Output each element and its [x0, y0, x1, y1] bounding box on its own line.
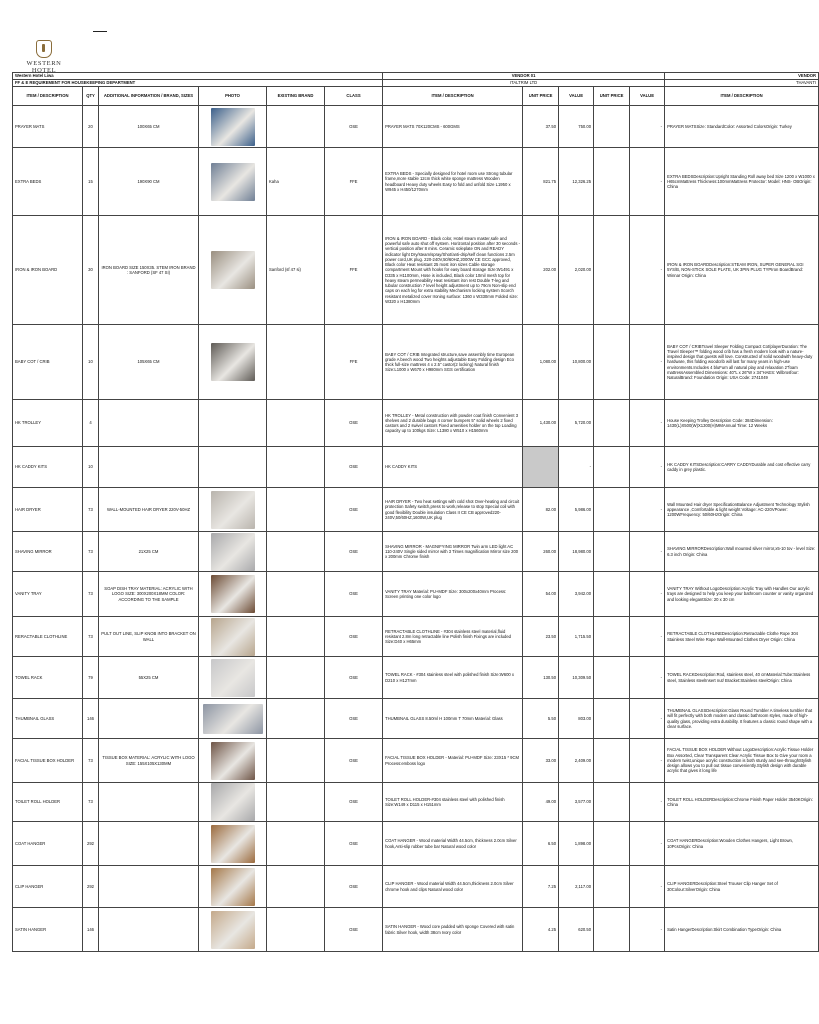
item-info: 55X25 CM — [99, 657, 199, 699]
vendor2-value: - — [630, 400, 665, 447]
vendor1-desc: RETRACTABLE CLOTHLINE - #304 stainless steel material,fluid resistant 2.8m long retractable line Polish finish Fixings are included Size:D40 x H65mm — [383, 617, 523, 657]
item-qty: 146 — [83, 699, 99, 739]
hotel-logo — [14, 40, 74, 74]
vendor1-name: ITALTRIM LTD — [383, 80, 665, 87]
vendor1-desc: COAT HANGER - Wood material Width 44.5cm, thickness 2.0cm Silver hook,Anti-slip rubber tube bar Natural wood color — [383, 822, 523, 866]
vendor2-unit-price — [594, 783, 630, 822]
company-name: Western Hotel Liwa — [13, 73, 383, 80]
col-info: ADDITIONAL INFORMATION / BRAND, SIZES — [99, 87, 199, 106]
item-qty: 73 — [83, 488, 99, 532]
vendor2-value: - — [630, 657, 665, 699]
vendor2-value: - — [630, 532, 665, 572]
item-info: SOAP DISH TRAY MATERIAL: ACRYLIC WITH LOGO SIZE: 300X200X18MM COLOR: ACCORDING TO THE SAMPLE — [99, 572, 199, 617]
vendor2-value: - — [630, 148, 665, 216]
vendor2-unit-price — [594, 325, 630, 400]
item-name: SATIN HANGER — [13, 908, 83, 952]
vendor2-desc: PRAYER MATSSize: StandardColor: Assorted ColorsOrigin: Turkey — [665, 106, 819, 148]
vendor1-unit-price: 33.00 — [523, 739, 559, 783]
vendor2-unit-price — [594, 106, 630, 148]
item-class: OSE — [325, 400, 383, 447]
vendor1-desc: SHAVING MIRROR - MAGNIFYING MIRROR Twin arm LED light AC 110-240V Single sided mirror with 3 Times magnification Mirror size 200 x 200mm Chrome finish — [383, 532, 523, 572]
col-class: CLASS — [325, 87, 383, 106]
item-info — [99, 400, 199, 447]
vendor1-value: 18,980.00 — [559, 532, 594, 572]
item-photo — [199, 400, 267, 447]
col-v2-unit: UNIT PRICE — [594, 87, 630, 106]
table-row — [13, 739, 819, 783]
item-class: OSE — [325, 783, 383, 822]
table-row — [13, 657, 819, 699]
item-photo — [199, 617, 267, 657]
product-photo — [211, 108, 255, 146]
vendor1-unit-price: 821.75 — [523, 148, 559, 216]
table-row — [13, 617, 819, 657]
vendor1-unit-price: 130.50 — [523, 657, 559, 699]
column-header-row — [13, 87, 819, 106]
vendor1-unit-price: 1,430.00 — [523, 400, 559, 447]
item-photo — [199, 325, 267, 400]
vendor2-unit-price — [594, 822, 630, 866]
item-photo — [199, 699, 267, 739]
table-row — [13, 400, 819, 447]
col-v1-desc: ITEM / DESCRIPTION — [383, 87, 523, 106]
vendor1-unit-price: 260.00 — [523, 532, 559, 572]
item-class: OSE — [325, 617, 383, 657]
vendor1-desc: IRON & IRON BOARD - Black color, Hotel steam master,safe and powerful safe auto shut off system. Horizontal position after 30 seconds -vertical position after 8 mins. Ceramic soleplate ON and READY indicator light Dry/steam/spray/Shot/anti-drip/self clean functions 2.5m power cord,UK plug. 220-240V,50/60HZ,2000W CE GCC approved, Black color Heat resistant 25 most iron sizes Cable storage compartment Mount with hooks for easy board storage Size:W1491 x D335 x H1100mm, Hose is included, Black color 10mil mesh top for heavy steam permeability Heat resistant iron rest Double T-leg and tubular construction 7 level height adjustment up to 79cm Non-slip end caps on each leg for extra stability Mechanism locking system Scorch resistant metalized cover Ironing surface: 1360 x W330mm Folded size: W320 x H1380mm — [383, 216, 523, 325]
table-row — [13, 325, 819, 400]
vendor2-desc: IRON & IRON BOARDDescription:STEAM IRON, SUPER GENERAL SGI 5YS/B, NON-STICK SOLE PLATE, UK 3PIN PLUG TYPIron BoardBrand: Winnar Origin: China — [665, 216, 819, 325]
item-name: HK CADDY KITS — [13, 447, 83, 488]
vendor2-unit-price — [594, 216, 630, 325]
product-photo — [211, 659, 255, 697]
vendor2-value: - — [630, 783, 665, 822]
item-info — [99, 908, 199, 952]
item-class: OSE — [325, 822, 383, 866]
vendor1-desc: HK CADDY KITS — [383, 447, 523, 488]
existing-brand — [267, 447, 325, 488]
vendor2-value: - — [630, 617, 665, 657]
existing-brand — [267, 739, 325, 783]
item-qty: 30 — [83, 216, 99, 325]
existing-brand: Sanford (sf 47 si) — [267, 216, 325, 325]
requirement-table — [12, 72, 819, 952]
vendor2-desc: HK CADDY KITSDescription:CARRY CADDYDurable and cost effective carry caddy in grey plastic. — [665, 447, 819, 488]
vendor1-desc: HK TROLLEY - Metal construction with powder coat finish Convenient 3 shelves and 2 durable bags 4 corner bumpers 5" solid wheels 2 fixed castors and 2 swivel castors Fixed amenities holder on the top Loading capacity up to 100kgs Size: L1380 x W510 x H1560mm — [383, 400, 523, 447]
vendor2-desc: RETRACTABLE CLOTHLINEDescription:Retractable Clothe Rope 304 Stainless Steel Wire Rope Wall-Mounted Clothes Dryer Origin: China — [665, 617, 819, 657]
product-photo — [211, 251, 255, 289]
item-class: OSE — [325, 572, 383, 617]
table-row — [13, 148, 819, 216]
vendor2-desc: TOWEL RACKDescription:Rod, stainless steel, 40 cmMaterial:Tube:Stainless steel, Stainless steelInsert nut/ Bracket:Stainless steelOrigin: China — [665, 657, 819, 699]
vendor1-desc: VANITY TRAY Material: PU+MDF Size: 300x200x40mm Process: Screen printing one color logo — [383, 572, 523, 617]
item-name: IRON & IRON BOARD — [13, 216, 83, 325]
item-photo — [199, 657, 267, 699]
item-name: HK TROLLEY — [13, 400, 83, 447]
item-info: PULT OUT LINE, SLIP KNOB INTO BRACKET ON WALL — [99, 617, 199, 657]
item-qty: 79 — [83, 657, 99, 699]
vendor1-desc: THUMBNAIL GLASS 8.50ml H 100mm T 70mm Material: Glass — [383, 699, 523, 739]
item-photo — [199, 447, 267, 488]
vendor2-desc: THUMBNAIL GLASSDescription:Glass Round Tumbler A timeless tumbler that will fit perfectly with both modern and classic bathroom styles, made of high-quality glass, providing extra durability. It features a classic round shape with a clear surface. — [665, 699, 819, 739]
vendor1-unit-price: 5.50 — [523, 699, 559, 739]
item-qty: 4 — [83, 400, 99, 447]
vendor1-desc: CLIP HANGER - Wood material Width 44.5cm,thickness 2.0cm Silver chrome hook and clips Natural wood color — [383, 866, 523, 908]
vendor2-value: - — [630, 822, 665, 866]
vendor1-value: 5,986.00 — [559, 488, 594, 532]
item-qty: 15 — [83, 148, 99, 216]
product-photo — [211, 783, 255, 821]
existing-brand — [267, 866, 325, 908]
item-name: PRAYER MATS — [13, 106, 83, 148]
vendor2-unit-price — [594, 572, 630, 617]
vendor2-value: - — [630, 447, 665, 488]
existing-brand — [267, 657, 325, 699]
item-qty: 73 — [83, 617, 99, 657]
item-info: WALL-MOUNTED HAIR DRYER 220V-50HZ — [99, 488, 199, 532]
vendor1-unit-price: 6.50 — [523, 822, 559, 866]
existing-brand — [267, 325, 325, 400]
vendor1-value: 5,720.00 — [559, 400, 594, 447]
col-v2-desc: ITEM / DESCRIPTION — [665, 87, 819, 106]
vendor2-desc: Wall Mounted Hair dryer SpecificationBalance Adjustment Technology Stylish appearance ,Comfortable & light weight Voltage: AC-220VPower: 1200WFrequency: 50/60HzOrigin: China — [665, 488, 819, 532]
vendor1-desc: SATIN HANGER - Wood core padded with sponge Covered with satin fabric Silver hook, width 38cm Ivory color — [383, 908, 523, 952]
item-class: OSE — [325, 488, 383, 532]
item-photo — [199, 866, 267, 908]
table-row — [13, 822, 819, 866]
col-v1-unit: UNIT PRICE — [523, 87, 559, 106]
item-name: RERACTABLE CLOTHLINE — [13, 617, 83, 657]
vendor2-unit-price — [594, 488, 630, 532]
table-row — [13, 447, 819, 488]
table-row — [13, 572, 819, 617]
header-row-company — [13, 73, 819, 80]
vendor1-desc: TOWEL RACK - #304 stainless steel with polished finish Size:W600 x D210 x H127mm — [383, 657, 523, 699]
vendor1-value: 2,020.00 — [559, 216, 594, 325]
item-info — [99, 699, 199, 739]
product-photo — [211, 825, 255, 863]
product-photo — [211, 911, 255, 949]
vendor2-value: - — [630, 325, 665, 400]
vendor1-desc: FACIAL TISSUE BOX HOLDER - Material: PU+MDF Size: 23X15 * 9CM Process:emboss logo — [383, 739, 523, 783]
item-photo — [199, 783, 267, 822]
logo-text: WESTERN HOTEL — [26, 60, 62, 74]
existing-brand — [267, 822, 325, 866]
vendor1-value: 2,117.00 — [559, 866, 594, 908]
table-row — [13, 699, 819, 739]
item-class: OSE — [325, 739, 383, 783]
vendor1-desc: HAIR DRYER - Two heat settings with cold shot Over-heating and circuit protection Safety switch,press to work,release to stop Special coil with good flexibility Double insulation Class II CE CB approved220-240V,50/60HZ,1600W,UK plug — [383, 488, 523, 532]
item-qty: 10 — [83, 447, 99, 488]
item-name: CLIP HANGER — [13, 866, 83, 908]
vendor2-value: - — [630, 866, 665, 908]
table-row — [13, 532, 819, 572]
vendor1-label: VENDOR 01 — [383, 73, 665, 80]
vendor1-value: - — [559, 447, 594, 488]
vendor2-value: - — [630, 699, 665, 739]
existing-brand — [267, 106, 325, 148]
vendor2-value: - — [630, 488, 665, 532]
vendor1-value: 3,942.00 — [559, 572, 594, 617]
item-name: COAT HANGER — [13, 822, 83, 866]
vendor1-value: 803.00 — [559, 699, 594, 739]
item-name: BABY COT / CRIB — [13, 325, 83, 400]
item-qty: 10 — [83, 325, 99, 400]
vendor2-value: - — [630, 216, 665, 325]
item-info: 100X65 CM — [99, 106, 199, 148]
vendor2-desc: FACIAL TISSUE BOX HOLDER Without LogoDescription:Acrylic Tissue Holder Box Assorted, Clear Transparent Clear Acrylic Tissue Box to Give your room a modern twist,unique acrylic construction is both sturdy and see-throughStylish design allows you to pull out tissue conveniently.Stylish design with durable acrylic that gives it long life — [665, 739, 819, 783]
item-class: OSE — [325, 657, 383, 699]
vendor2-label: VENDOR — [665, 73, 819, 80]
vendor2-unit-price — [594, 866, 630, 908]
vendor2-value: - — [630, 106, 665, 148]
product-photo — [211, 868, 255, 906]
item-class: OSE — [325, 532, 383, 572]
item-class: FFE — [325, 148, 383, 216]
vendor2-desc: COAT HANGERDescription:Wooden Clothes Hangers, Light Brown, 10PcsOrigin: China — [665, 822, 819, 866]
existing-brand — [267, 699, 325, 739]
item-name: FACIAL TISSUE BOX HOLDER — [13, 739, 83, 783]
col-item: ITEM / DESCRIPTION — [13, 87, 83, 106]
item-photo — [199, 572, 267, 617]
vendor1-desc: BABY COT / CRIB Integrated structure,save assembly time European grade A beech wood Two heights adjustable Easy Folding design Eco thick full-size mattress 4 x 2.5" castor(2 locking) Natural finish Size:L1000 x W670 x H980mm SGS certification — [383, 325, 523, 400]
item-qty: 146 — [83, 908, 99, 952]
existing-brand — [267, 488, 325, 532]
item-info — [99, 447, 199, 488]
item-class: OSE — [325, 699, 383, 739]
vendor2-unit-price — [594, 148, 630, 216]
item-name: EXTRA BEDS — [13, 148, 83, 216]
vendor1-value: 2,409.00 — [559, 739, 594, 783]
vendor1-value: 750.00 — [559, 106, 594, 148]
vendor1-unit-price: 202.00 — [523, 216, 559, 325]
vendor1-value: 12,326.25 — [559, 148, 594, 216]
vendor2-unit-price — [594, 447, 630, 488]
item-qty: 292 — [83, 866, 99, 908]
col-photo: PHOTO — [199, 87, 267, 106]
col-brand: EXISTING BRAND — [267, 87, 325, 106]
vendor1-value: 620.50 — [559, 908, 594, 952]
item-photo — [199, 739, 267, 783]
vendor1-desc: EXTRA BEDS - Specially designed for hotel room use Strong tubular frame,more stable 12cm thick white sponge mattress Wooden headboard Heavy duty wheels Easy to fold and unfold Size L1950 x W945 x H450/1270mm — [383, 148, 523, 216]
item-name: TOILET ROLL HOLDER — [13, 783, 83, 822]
vendor2-desc: EXTRA BEDSDescription:Upright Standing Roll away bed Size 1200 x W1000 x H65cmMattress Thickness:100mmMattress Protector: Model: HNS- OBOrigin: China — [665, 148, 819, 216]
product-photo — [203, 704, 263, 734]
vendor2-unit-price — [594, 400, 630, 447]
vendor2-desc: House Keeping Trolley Description Code: 384Dimension: 1430(L)X500(W)X1300(H)MMAnnual Time: 12 Weeks — [665, 400, 819, 447]
item-name: SHAVING MIRROR — [13, 532, 83, 572]
vendor2-desc: Satin HangerDescription:Skirt Combination TypeOrigin: China — [665, 908, 819, 952]
product-photo — [211, 491, 255, 529]
existing-brand — [267, 783, 325, 822]
vendor1-unit-price: 54.00 — [523, 572, 559, 617]
vendor1-unit-price: 4.25 — [523, 908, 559, 952]
col-v1-value: VALUE — [559, 87, 594, 106]
header-dash — [93, 31, 107, 32]
existing-brand — [267, 908, 325, 952]
item-name: THUMBNAIL GLASS — [13, 699, 83, 739]
item-class: OSE — [325, 106, 383, 148]
existing-brand — [267, 400, 325, 447]
item-qty: 292 — [83, 822, 99, 866]
item-info — [99, 783, 199, 822]
vendor1-value: 10,309.50 — [559, 657, 594, 699]
item-class: FFE — [325, 325, 383, 400]
item-qty: 73 — [83, 572, 99, 617]
vendor1-unit-price: 49.00 — [523, 783, 559, 822]
item-info: 190X90 CM — [99, 148, 199, 216]
item-qty: 73 — [83, 532, 99, 572]
item-class: OSE — [325, 866, 383, 908]
item-info: 21X25 CM — [99, 532, 199, 572]
item-photo — [199, 488, 267, 532]
item-photo — [199, 532, 267, 572]
item-info — [99, 822, 199, 866]
item-name: VANITY TRAY — [13, 572, 83, 617]
item-info: IRON BOARD SIZE 150X35. STEM IRON BRAND : SANFORD (SF 47 SI) — [99, 216, 199, 325]
vendor2-unit-price — [594, 617, 630, 657]
vendor1-value: 1,898.00 — [559, 822, 594, 866]
product-photo — [211, 343, 255, 381]
item-photo — [199, 216, 267, 325]
item-info: 105X65 CM — [99, 325, 199, 400]
vendor1-unit-price: 1,080.00 — [523, 325, 559, 400]
vendor2-unit-price — [594, 739, 630, 783]
vendor2-desc: CLIP HANGERDescription:Steel Trouser Clip Hanger Set of 30Colour:SilverOrigin: China — [665, 866, 819, 908]
table-row — [13, 866, 819, 908]
product-photo — [211, 163, 255, 201]
item-qty: 20 — [83, 106, 99, 148]
vendor2-unit-price — [594, 532, 630, 572]
header-row-title — [13, 80, 819, 87]
vendor1-unit-price — [523, 447, 559, 488]
item-photo — [199, 106, 267, 148]
item-info — [99, 866, 199, 908]
vendor2-desc: SHAVING MIRRORDescription:Wall mounted silver mirror,x5-10 tov - level Size: 6.3 inch Origin: China — [665, 532, 819, 572]
existing-brand — [267, 532, 325, 572]
product-photo — [211, 618, 255, 656]
product-photo — [211, 575, 255, 613]
item-name: TOWEL RACK — [13, 657, 83, 699]
vendor2-desc: TOILET ROLL HOLDERDescription:Chrome Finish Paper Holder 3540KOrigin: China — [665, 783, 819, 822]
vendor1-unit-price: 82.00 — [523, 488, 559, 532]
vendor1-unit-price: 37.50 — [523, 106, 559, 148]
item-class: OSE — [325, 908, 383, 952]
item-class: OSE — [325, 447, 383, 488]
vendor2-desc: VANITY TRAY Without LogoDescription:Acrylic Tray with Handles Our acrylic trays are designed to help you keep your bathroom counter or vanity organized and looking elegantSize: 20 x 30 cm — [665, 572, 819, 617]
table-row — [13, 216, 819, 325]
vendor2-value: - — [630, 739, 665, 783]
item-photo — [199, 908, 267, 952]
vendor1-desc: PRAYER MATS 70X120CMS - 600GMS — [383, 106, 523, 148]
vendor2-value: - — [630, 572, 665, 617]
sheet-title: FF & E REQUIREMENT FOR HOUSEKEEPING DEPARTMENT — [13, 80, 383, 87]
product-photo — [211, 742, 255, 780]
item-name: HAIR DRYER — [13, 488, 83, 532]
col-v2-value: VALUE — [630, 87, 665, 106]
crest-icon — [36, 40, 52, 58]
existing-brand: Kaha — [267, 148, 325, 216]
vendor1-value: 3,577.00 — [559, 783, 594, 822]
existing-brand — [267, 617, 325, 657]
vendor2-value: - — [630, 908, 665, 952]
vendor2-unit-price — [594, 657, 630, 699]
item-photo — [199, 822, 267, 866]
item-class: FFE — [325, 216, 383, 325]
existing-brand — [267, 572, 325, 617]
item-info: TISSUE BOX MATERIAL: ACRYLIC WITH LOGO SIZE: 155X105X130MM — [99, 739, 199, 783]
table-row — [13, 106, 819, 148]
vendor2-desc: BABY COT / CRIBTravel Sleeper Folding Compact Cot/playerDuration: The Travel Sleeper™ folding wood crib has a fresh modern look with a nature-inspired design that guests will love. Constructed of solid woodwith heavy-duty hardware, this folding woodcrib will last for many years in high-use environments.Includes 4 bluFurn all natural play and relaxation 2"foam mattressAssembled Dimensions: 40"L x 26"W x 34"HAES: Wilbrosfour: NaturalBrand: Foundation Origin: USA Code: 2741049 — [665, 325, 819, 400]
vendor2-unit-price — [594, 699, 630, 739]
vendor1-value: 1,715.50 — [559, 617, 594, 657]
item-photo — [199, 148, 267, 216]
vendor1-unit-price: 7.25 — [523, 866, 559, 908]
table-row — [13, 488, 819, 532]
table-row — [13, 783, 819, 822]
item-qty: 73 — [83, 783, 99, 822]
col-qty: QTY — [83, 87, 99, 106]
vendor1-value: 10,800.00 — [559, 325, 594, 400]
vendor1-desc: TOILET ROLL HOLDER-#304 stainless steel with polished finish Size:W149 x D115 x H151mm — [383, 783, 523, 822]
vendor2-name: THAVANTI — [665, 80, 819, 87]
table-row — [13, 908, 819, 952]
vendor2-unit-price — [594, 908, 630, 952]
vendor1-unit-price: 23.50 — [523, 617, 559, 657]
item-qty: 73 — [83, 739, 99, 783]
product-photo — [211, 533, 255, 571]
